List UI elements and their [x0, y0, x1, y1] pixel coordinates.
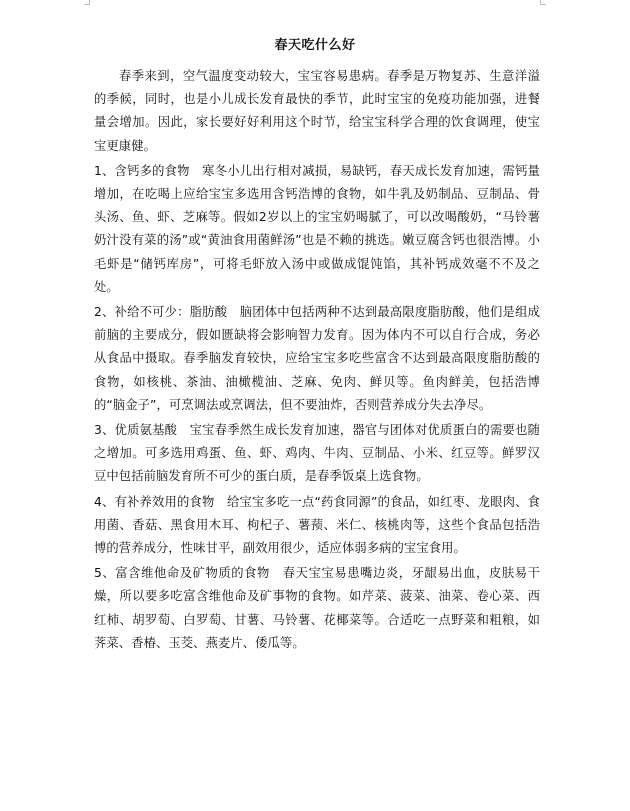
paragraph-tonic-food: 4、有补养效用的食物 给宝宝多吃一点“药食同源”的食品，如红枣、龙眼肉、食用菌、香菇、黑食用木耳、枸杞子、薯蓣、米仁、核桃肉等，这些个食品包括浩博的营养成分，性味甘平，副效用很少，适应体弱多病的宝宝食用。: [94, 494, 540, 556]
document-title: 春天吃什么好: [274, 38, 356, 53]
crop-mark-top-left-h: [84, 4, 90, 5]
paragraph-vitamins: 5、富含维他命及矿物质的食物 春天宝宝易患嘴边炎，牙龈易出血，皮肤易干燥，所以要多吃富含维他命及矿事物的食物。如芹菜、菠菜、油菜、卷心菜、西红柿、胡罗萄、白罗萄、甘薯、马铃薯、花椰菜等。合适吃一点野菜和粗粮，如荠菜、香椿、玉茭、燕麦片、倭瓜等。: [94, 566, 540, 650]
document-body: [94, 65, 540, 657]
paragraph-calcium: 1、含钙多的食物 寒冬小儿出行相对减损，易缺钙，春天成长发育加速，需钙量增加，在吃喝上应给宝宝多选用含钙浩博的食物，如牛乳及奶制品、豆制品、骨头汤、鱼、虾、芝麻等。假如2岁以上的宝宝奶喝腻了，可以改喝酸奶，“马铃薯奶汁没有菜的汤”或“黄油食用菌鲜汤”也是不赖的挑选。嫩豆腐含钙也很浩博。小毛虾是“储钙库房”，可将毛虾放入汤中或做成馄饨馅，其补钙成效毫不不及之处。: [94, 163, 540, 294]
crop-mark-top-right-h: [540, 4, 546, 5]
paragraph-amino-acid: 3、优质氨基酸 宝宝春季然生成长发育加速，器官与团体对优质蛋白的需要也随之增加。可多选用鸡蛋、鱼、虾、鸡肉、牛肉、豆制品、小米、红豆等。鲜罗汉豆中包括前脑发育所不可少的蛋白质，是春季饭桌上选食物。: [94, 423, 540, 484]
paragraph-intro: 春季来到，空气温度变动较大，宝宝容易患病。春季是万物复苏、生意洋溢的季候，同时，也是小儿成长发育最快的季节，此时宝宝的免疫功能加强，进餐量会增加。因此，家长要好好利用这个时节，给宝宝科学合理的饮食调理，使宝宝更康健。: [94, 69, 540, 153]
paragraph-fatty-acid: 2、补给不可少：脂肪酸 脑团体中包括两种不达到最高限度脂肪酸，他们是组成前脑的主要成分，假如匮缺将会影响智力发育。因为体内不可以自行合成，务必从食品中摄取。春季脑发育较快，应给宝宝多吃些富含不达到最高限度脂肪酸的食物，如核桃、茶油、油橄榄油、芝麻、免肉、鲜贝等。鱼肉鲜美，包括浩博的“脑金子”，可烹调法或烹调法，但不要油炸，否则营养成分失去净尽。: [94, 305, 540, 412]
